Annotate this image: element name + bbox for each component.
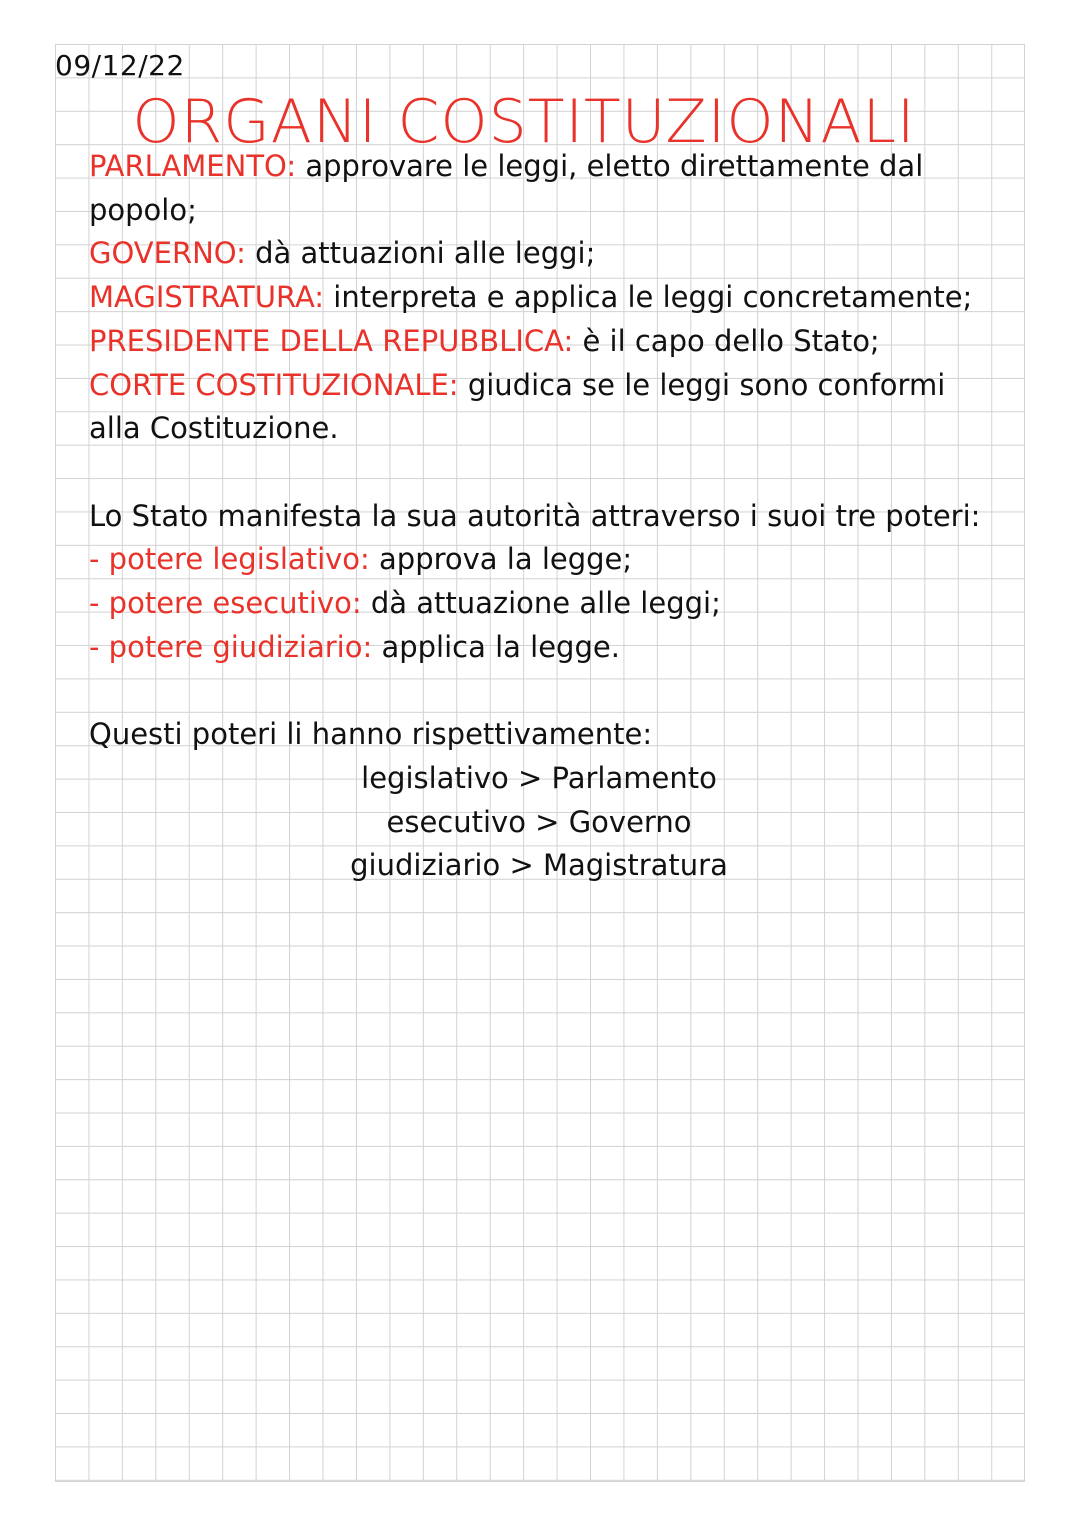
poteri-section <box>89 495 999 670</box>
organo-presidente <box>89 320 999 364</box>
term-description: interpreta e applica le leggi concretamente; <box>333 280 973 315</box>
assegnazione-intro: Questi poteri li hanno rispettivamente: <box>89 717 653 752</box>
term-description: dà attuazione alle leggi; <box>370 586 721 621</box>
term-description: applica la legge. <box>381 629 620 664</box>
term-label: - potere giudiziario: <box>89 629 373 664</box>
organo-corte <box>89 364 999 451</box>
organo-magistratura <box>89 276 999 320</box>
organo-governo <box>89 232 999 276</box>
term-label: GOVERNO: <box>89 236 246 271</box>
assegnazione-item: esecutivo > Governo <box>386 804 692 839</box>
term-label: - potere esecutivo: <box>89 586 362 621</box>
term-description: dà attuazioni alle leggi; <box>255 236 596 271</box>
organo-parlamento <box>89 145 999 232</box>
organi-list <box>89 145 999 451</box>
assegnazione-item: giudiziario > Magistratura <box>350 848 728 883</box>
term-label: PARLAMENTO: <box>89 149 297 183</box>
poteri-intro: Lo Stato manifesta la sua autorità attraverso i suoi tre poteri: <box>89 498 981 533</box>
term-label: - potere legislativo: <box>89 542 370 577</box>
term-label: MAGISTRATURA: <box>89 280 325 315</box>
potere-giudiziario <box>89 626 999 670</box>
page-title: ORGANI COSTITUZIONALI <box>132 87 916 157</box>
term-label: PRESIDENTE DELLA REPUBBLICA: <box>89 323 574 358</box>
term-description: approvare le leggi, eletto direttamente dal popolo; <box>89 149 924 227</box>
potere-esecutivo <box>89 582 999 626</box>
notes-body <box>89 145 999 888</box>
term-label: CORTE COSTITUZIONALE: <box>89 367 459 402</box>
term-description: approva la legge; <box>379 542 633 577</box>
assegnazione-section <box>89 713 999 888</box>
assegnazione-item: legislativo > Parlamento <box>361 760 717 795</box>
term-description: giudica se le leggi sono conformi alla Costituzione. <box>89 367 946 446</box>
term-description: è il capo dello Stato; <box>582 323 880 358</box>
date-label: 09/12/22 <box>55 49 185 82</box>
potere-legislativo <box>89 538 999 582</box>
